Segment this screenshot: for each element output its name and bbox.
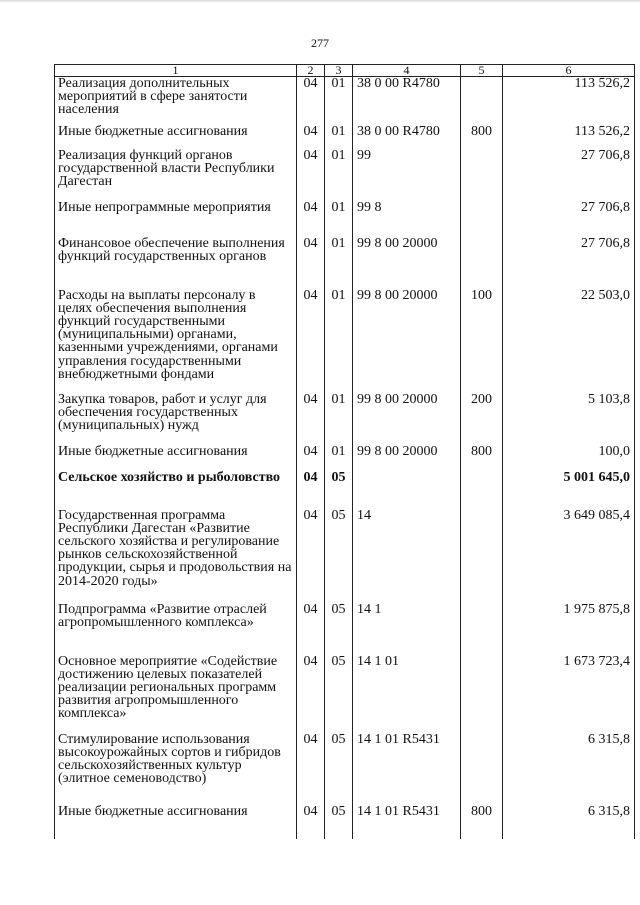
row-section: 04 [297,77,325,125]
row-subsection: 01 [325,125,353,149]
table-row [55,805,635,839]
row-target-article: 38 0 00 R4780 [353,77,461,125]
row-expense-type [461,603,503,655]
table-body [55,77,635,839]
header-col-2: 2 [297,65,325,77]
row-section: 04 [297,471,325,509]
table-row [55,125,635,149]
row-name: Финансовое обеспечение выполнения функций государственных органов [55,237,297,289]
header-row [55,65,635,77]
row-subsection: 01 [325,201,353,237]
row-expense-type: 800 [461,445,503,471]
row-section: 04 [297,445,325,471]
row-section: 04 [297,125,325,149]
row-target-article: 14 1 01 R5431 [353,805,461,839]
row-amount: 1 975 875,8 [503,603,635,655]
row-name: Стимулирование использования высокоурожайных сортов и гибридов сельскохозяйственных культур (элитное семеноводство) [55,733,297,805]
row-expense-type [461,471,503,509]
row-name: Иные бюджетные ассигнования [55,805,297,839]
row-target-article: 14 1 01 R5431 [353,733,461,805]
budget-table [54,64,635,839]
row-name: Иные бюджетные ассигнования [55,125,297,149]
row-target-article: 38 0 00 R4780 [353,125,461,149]
row-target-article: 99 [353,149,461,201]
row-target-article: 99 8 00 20000 [353,237,461,289]
row-expense-type: 800 [461,125,503,149]
row-target-article: 99 8 [353,201,461,237]
row-amount: 113 526,2 [503,125,635,149]
header-col-5: 5 [461,65,503,77]
header-col-1: 1 [55,65,297,77]
row-section: 04 [297,733,325,805]
table-row [55,445,635,471]
row-expense-type: 100 [461,289,503,393]
row-section: 04 [297,655,325,733]
table-row [55,201,635,237]
row-name: Основное мероприятие «Содействие достижению целевых показателей реализации региональных программ развития агропромышленного комплекса» [55,655,297,733]
row-expense-type: 800 [461,805,503,839]
row-section: 04 [297,237,325,289]
row-name: Подпрограмма «Развитие отраслей агропромышленного комплекса» [55,603,297,655]
row-expense-type [461,237,503,289]
header-col-3: 3 [325,65,353,77]
row-amount: 100,0 [503,445,635,471]
row-expense-type: 200 [461,393,503,445]
row-section: 04 [297,201,325,237]
row-subsection: 05 [325,805,353,839]
row-target-article: 99 8 00 20000 [353,445,461,471]
row-name: Реализация функций органов государственной власти Республики Дагестан [55,149,297,201]
table-row [55,509,635,603]
table-row [55,655,635,733]
row-subsection: 05 [325,655,353,733]
row-amount: 22 503,0 [503,289,635,393]
table-row [55,471,635,509]
table-row [55,149,635,201]
row-expense-type [461,149,503,201]
row-expense-type [461,733,503,805]
row-name: Сельское хозяйство и рыболовство [55,471,297,509]
row-subsection: 01 [325,149,353,201]
row-expense-type [461,655,503,733]
row-subsection: 05 [325,733,353,805]
row-name: Реализация дополнительных мероприятий в сфере занятости населения [55,77,297,125]
row-section: 04 [297,805,325,839]
row-section: 04 [297,603,325,655]
table-row [55,289,635,393]
header-col-4: 4 [353,65,461,77]
row-name: Иные непрограммные мероприятия [55,201,297,237]
row-amount: 27 706,8 [503,201,635,237]
row-subsection: 01 [325,289,353,393]
row-target-article: 99 8 00 20000 [353,393,461,445]
row-name: Расходы на выплаты персоналу в целях обеспечения выполнения функций государственными (муниципальными) органами, казенными учреждениями, органами управления государственными внебюджетными фондами [55,289,297,393]
row-subsection: 01 [325,237,353,289]
scan-edge [0,0,640,3]
row-target-article: 14 [353,509,461,603]
header-col-6: 6 [503,65,635,77]
row-expense-type [461,77,503,125]
row-amount: 113 526,2 [503,77,635,125]
row-section: 04 [297,149,325,201]
page-number: 277 [311,36,329,50]
row-subsection: 01 [325,445,353,471]
row-subsection: 05 [325,509,353,603]
row-section: 04 [297,289,325,393]
row-expense-type [461,509,503,603]
table-row [55,77,635,125]
row-subsection: 05 [325,471,353,509]
row-target-article [353,471,461,509]
row-target-article: 14 1 [353,603,461,655]
row-subsection: 05 [325,603,353,655]
table-row [55,237,635,289]
row-amount: 5 103,8 [503,393,635,445]
table-row [55,393,635,445]
row-amount: 6 315,8 [503,805,635,839]
table-row [55,603,635,655]
row-amount: 1 673 723,4 [503,655,635,733]
row-name: Государственная программа Республики Дагестан «Развитие сельского хозяйства и регулирование рынков сельскохозяйственной продукции, сырья и продовольствия на 2014-2020 годы» [55,509,297,603]
row-section: 04 [297,509,325,603]
row-amount: 5 001 645,0 [503,471,635,509]
row-amount: 6 315,8 [503,733,635,805]
row-expense-type [461,201,503,237]
row-target-article: 99 8 00 20000 [353,289,461,393]
table-row [55,733,635,805]
row-amount: 27 706,8 [503,237,635,289]
row-amount: 3 649 085,4 [503,509,635,603]
row-section: 04 [297,393,325,445]
row-subsection: 01 [325,393,353,445]
row-name: Иные бюджетные ассигнования [55,445,297,471]
row-target-article: 14 1 01 [353,655,461,733]
row-name: Закупка товаров, работ и услуг для обеспечения государственных (муниципальных) нужд [55,393,297,445]
row-subsection: 01 [325,77,353,125]
row-amount: 27 706,8 [503,149,635,201]
